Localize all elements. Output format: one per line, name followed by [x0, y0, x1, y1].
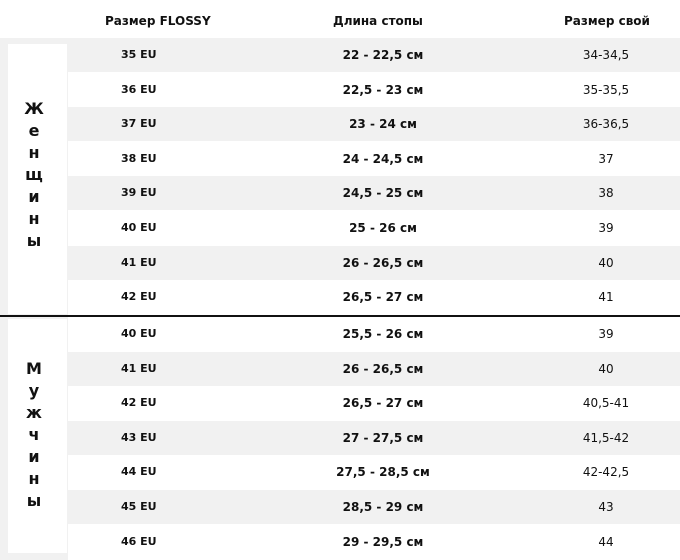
table-row — [68, 142, 680, 176]
cell-own-size: 39 — [598, 327, 614, 341]
cell-own-size: 34-34,5 — [582, 48, 630, 62]
cell-own-size: 37 — [598, 151, 614, 166]
cell-flossy-size: 40 EU — [121, 221, 157, 234]
vertical-letter: е — [28, 121, 40, 140]
cell-own-size: 36-36,5 — [582, 117, 630, 132]
cell-flossy-size: 42 EU — [121, 396, 157, 410]
header-own-size: Размер свой — [564, 14, 650, 28]
cell-own-size: 44 — [598, 534, 614, 549]
table-row — [68, 525, 680, 559]
table-row — [68, 246, 680, 280]
cell-own-size: 41,5-42 — [582, 430, 630, 445]
vertical-letter: Ж — [24, 99, 44, 118]
cell-foot-length: 26 - 26,5 см — [342, 255, 424, 270]
table-row — [68, 352, 680, 386]
header-foot-length: Длина стопы — [333, 14, 423, 28]
cell-foot-length: 23 - 24 см — [349, 117, 417, 132]
table-row — [68, 386, 680, 420]
cell-foot-length: 22,5 - 23 см — [342, 82, 424, 97]
cell-own-size: 40,5-41 — [582, 396, 630, 411]
cell-flossy-size: 42 EU — [121, 290, 157, 304]
cell-flossy-size: 39 EU — [121, 186, 157, 200]
vertical-letter: и — [28, 187, 40, 206]
cell-foot-length: 22 - 22,5 см — [342, 48, 424, 62]
cell-own-size: 40 — [598, 255, 614, 270]
table-row — [68, 490, 680, 524]
table-row — [68, 107, 680, 141]
cell-flossy-size: 44 EU — [121, 465, 157, 479]
vertical-letter: ч — [28, 425, 40, 444]
cell-foot-length: 26,5 - 27 см — [342, 290, 424, 305]
cell-own-size: 38 — [598, 186, 614, 201]
cell-foot-length: 28,5 - 29 см — [342, 500, 424, 514]
table-row — [68, 73, 680, 107]
cell-flossy-size: 46 EU — [121, 534, 157, 548]
women-label — [0, 98, 68, 252]
cell-foot-length: 25 - 26 см — [349, 221, 417, 235]
cell-foot-length: 27,5 - 28,5 см — [336, 465, 430, 480]
cell-foot-length: 26,5 - 27 см — [342, 396, 424, 411]
vertical-letter: н — [28, 209, 40, 228]
table-row — [68, 455, 680, 489]
cell-flossy-size: 38 EU — [121, 151, 157, 165]
vertical-letter: у — [28, 381, 40, 400]
cell-own-size: 41 — [598, 290, 614, 305]
vertical-letter: ы — [26, 231, 42, 250]
cell-foot-length: 27 - 27,5 см — [342, 430, 424, 445]
cell-own-size: 35-35,5 — [582, 82, 630, 97]
cell-foot-length: 26 - 26,5 см — [342, 361, 424, 376]
cell-foot-length: 25,5 - 26 см — [342, 327, 424, 341]
table-row — [68, 211, 680, 245]
cell-flossy-size: 40 EU — [121, 327, 157, 340]
cell-own-size: 40 — [598, 361, 614, 376]
men-label — [0, 358, 68, 512]
header-flossy-size: Размер FLOSSY — [105, 14, 211, 28]
cell-flossy-size: 41 EU — [121, 255, 157, 269]
cell-flossy-size: 37 EU — [121, 117, 157, 131]
vertical-letter: н — [28, 143, 40, 162]
section-divider — [0, 315, 680, 317]
vertical-letter: ы — [26, 491, 42, 510]
vertical-letter: М — [26, 359, 42, 378]
vertical-letter: и — [28, 447, 40, 466]
cell-flossy-size: 35 EU — [121, 48, 157, 61]
table-row — [68, 38, 680, 72]
cell-flossy-size: 41 EU — [121, 361, 157, 375]
vertical-letter: щ — [25, 165, 43, 184]
vertical-letter: н — [28, 469, 40, 488]
cell-own-size: 39 — [598, 221, 614, 235]
cell-foot-length: 24,5 - 25 см — [342, 186, 424, 201]
cell-flossy-size: 45 EU — [121, 500, 157, 513]
cell-own-size: 43 — [598, 500, 614, 514]
cell-foot-length: 24 - 24,5 см — [342, 151, 424, 166]
cell-foot-length: 29 - 29,5 см — [342, 534, 424, 549]
table-row — [68, 317, 680, 351]
table-row — [68, 176, 680, 210]
vertical-letter: ж — [26, 403, 42, 422]
cell-flossy-size: 43 EU — [121, 430, 157, 444]
cell-own-size: 42-42,5 — [582, 465, 630, 480]
table-row — [68, 280, 680, 314]
table-row — [68, 421, 680, 455]
cell-flossy-size: 36 EU — [121, 82, 157, 96]
